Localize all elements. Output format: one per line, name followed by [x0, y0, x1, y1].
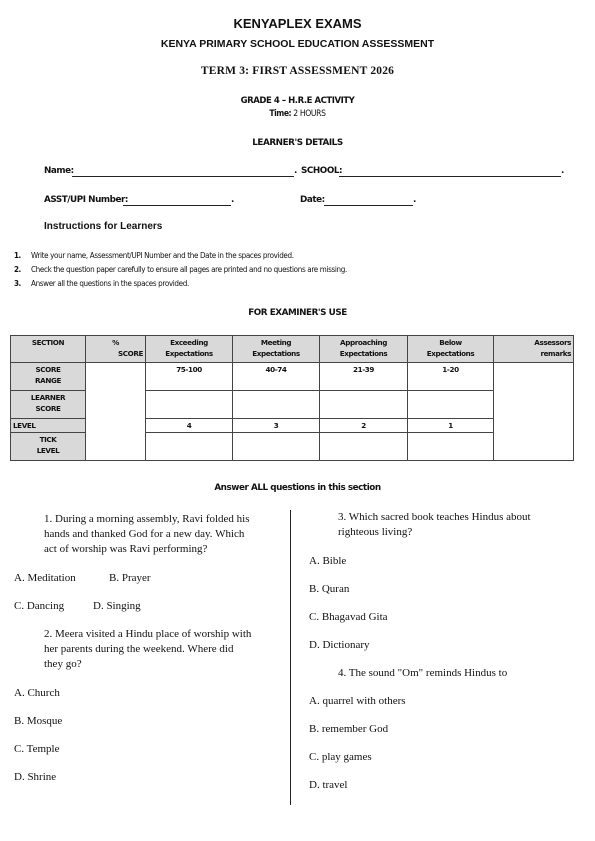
instructions-title: Instructions for Learners: [44, 221, 163, 232]
q3-option-c[interactable]: C. Bhagavad Gita: [309, 611, 388, 623]
q3-option-d[interactable]: D. Dictionary: [309, 639, 370, 651]
name-comma: .: [294, 166, 297, 176]
learner-score-cell[interactable]: [146, 391, 233, 419]
upi-dot: .: [231, 195, 234, 205]
question-1: 1. During a morning assembly, Ravi folded his hands and thanked God for a new day. Which act of worship was Ravi performing?: [44, 513, 250, 555]
school-dot: .: [561, 166, 564, 176]
range-exceeding: 75-100: [146, 363, 233, 391]
instruction-number: 2.: [14, 265, 21, 274]
tick-cell[interactable]: [146, 433, 233, 461]
q4-option-d[interactable]: D. travel: [309, 779, 348, 791]
grade-title: GRADE 4 – H.R.E ACTIVITY: [240, 96, 355, 106]
date-dot: .: [413, 195, 416, 205]
q1-option-c[interactable]: C. Dancing: [14, 600, 65, 612]
tick-cell[interactable]: [233, 433, 320, 461]
learner-score-cell[interactable]: [408, 391, 494, 419]
learner-score-cell[interactable]: [233, 391, 320, 419]
instruction-item: [14, 279, 189, 288]
instruction-text: Write your name, Assessment/UPI Number and the Date in the spaces provided.: [31, 251, 294, 260]
header-approaching: Approaching Expectations: [320, 336, 408, 363]
exam-org-title: KENYAPLEX EXAMS: [233, 16, 362, 31]
q1-option-d[interactable]: D. Singing: [93, 600, 141, 612]
learner-details-title: LEARNER'S DETAILS: [252, 138, 343, 148]
level-exceeding: 4: [146, 419, 233, 433]
question-4: 4. The sound "Om" reminds Hindus to: [338, 667, 508, 679]
q4-option-a[interactable]: A. quarrel with others: [309, 695, 406, 707]
q2-option-c[interactable]: C. Temple: [14, 743, 60, 755]
q1-option-a[interactable]: A. Meditation: [14, 572, 76, 584]
question-2: 2. Meera visited a Hindu place of worship with her parents during the weekend. Where did they go?: [44, 628, 252, 670]
instruction-text: Answer all the questions in the spaces provided.: [31, 279, 189, 288]
q4-option-b[interactable]: B. remember God: [309, 723, 389, 735]
tick-cell[interactable]: [320, 433, 408, 461]
level-approaching: 2: [320, 419, 408, 433]
q3-option-a[interactable]: A. Bible: [309, 555, 347, 567]
section-instruction: Answer ALL questions in this section: [214, 483, 381, 493]
range-approaching: 21-39: [320, 363, 408, 391]
q2-option-d[interactable]: D. Shrine: [14, 771, 57, 783]
time-label: Time:: [269, 109, 292, 119]
time-value: 2 HOURS: [293, 109, 326, 119]
row-label-level: LEVEL: [11, 419, 86, 433]
name-label: Name:: [44, 166, 74, 176]
time-line: [0, 109, 595, 119]
date-label: Date:: [300, 195, 325, 205]
header-remarks: Assessors remarks: [494, 336, 574, 363]
name-field[interactable]: [72, 176, 294, 177]
q3-option-b[interactable]: B. Quran: [309, 583, 350, 595]
header-section: SECTION: [11, 336, 86, 363]
percent-score-cell[interactable]: [86, 363, 146, 461]
header-exceeding: Exceeding Expectations: [146, 336, 233, 363]
table-header-row: [11, 336, 574, 363]
tick-cell[interactable]: [408, 433, 494, 461]
upi-label: ASST/UPI Number:: [44, 195, 128, 205]
table-row: [11, 363, 574, 391]
level-meeting: 3: [233, 419, 320, 433]
row-label-learner-score: LEARNER SCORE: [11, 391, 86, 419]
range-meeting: 40-74: [233, 363, 320, 391]
date-field[interactable]: [324, 205, 413, 206]
term-title: TERM 3: FIRST ASSESSMENT 2026: [200, 65, 395, 77]
examiner-title: FOR EXAMINER'S USE: [248, 308, 347, 318]
instruction-number: 1.: [14, 251, 21, 260]
school-label: SCHOOL:: [301, 166, 343, 176]
instruction-item: [14, 251, 294, 260]
q2-option-b[interactable]: B. Mosque: [14, 715, 63, 727]
q1-option-b[interactable]: B. Prayer: [109, 572, 151, 584]
remarks-cell[interactable]: [494, 363, 574, 461]
q4-option-c[interactable]: C. play games: [309, 751, 372, 763]
level-below: 1: [408, 419, 494, 433]
instruction-text: Check the question paper carefully to ensure all pages are printed and no questions are missing.: [31, 265, 347, 274]
header-meeting: Meeting Expectations: [233, 336, 320, 363]
instruction-item: [14, 265, 347, 274]
learner-score-cell[interactable]: [320, 391, 408, 419]
header-percent-score: % SCORE: [86, 336, 146, 363]
row-label-score-range: SCORE RANGE: [11, 363, 86, 391]
column-divider: [290, 510, 291, 805]
range-below: 1-20: [408, 363, 494, 391]
header-below: Below Expectations: [408, 336, 494, 363]
assessment-title: KENYA PRIMARY SCHOOL EDUCATION ASSESSMENT: [160, 38, 435, 50]
school-field[interactable]: [339, 176, 561, 177]
row-label-tick-level: TICK LEVEL: [11, 433, 86, 461]
q2-option-a[interactable]: A. Church: [14, 687, 60, 699]
examiner-table: [10, 335, 574, 461]
upi-field[interactable]: [123, 205, 231, 206]
question-3: 3. Which sacred book teaches Hindus about righteous living?: [338, 511, 531, 538]
instruction-number: 3.: [14, 279, 21, 288]
